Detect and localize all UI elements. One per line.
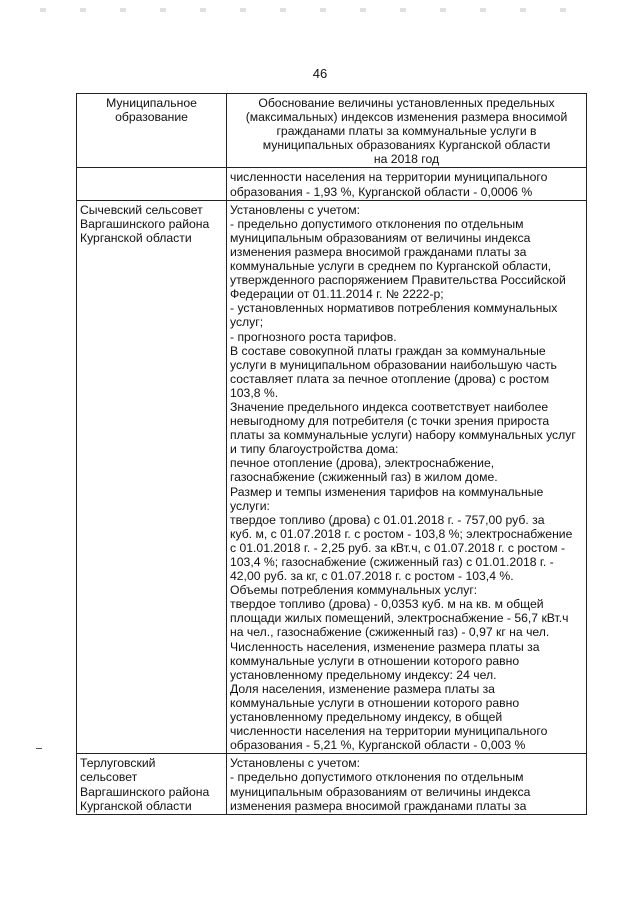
text-line: изменения размера вносимой гражданами платы за	[230, 244, 527, 259]
text-line: 42,00 руб. за кг, с 01.07.2018 г. с ростом - 103,4 %.	[230, 569, 514, 584]
header-justification: Обоснование величины установленных предельных (максимальных) индексов изменения размера вносимой гражданами платы за коммунальные услуги в муниципальных образованиях Курганской области на 2018 год	[227, 94, 587, 168]
text-line: газоснабжение (сжиженный газ) в жилом доме.	[230, 470, 498, 485]
text-line: коммунальные услуги в отношении которого равно	[230, 695, 520, 710]
text-line: услуги:	[230, 498, 270, 513]
text-line: с 01.01.2018 г. - 2,25 руб. за кВт.ч, с 01.07.2018 г. с ростом -	[230, 540, 566, 555]
text-line: твердое топливо (дрова) - 0,0353 куб. м на кв. м общей	[230, 597, 544, 612]
text-line: коммунальные услуги в среднем по Курганской области,	[230, 259, 552, 274]
text-line: услуги в муниципальном образовании наибольшую часть	[230, 357, 557, 372]
continuation-municipality-cell	[77, 168, 227, 200]
text-line: Установлены с учетом:	[230, 756, 360, 771]
text-line: - предельно допустимого отклонения по отдельным	[230, 216, 524, 231]
text-line: платы за коммунальные услуги) набору коммунальных услуг	[230, 428, 576, 443]
text-line: Значение предельного индекса соответствует наиболее	[230, 399, 549, 414]
table-header-row	[77, 94, 587, 168]
text-line: изменения размера вносимой гражданами платы за	[230, 798, 527, 813]
margin-mark	[36, 748, 42, 749]
justification-table	[76, 93, 587, 815]
text-line: Установлены с учетом:	[230, 202, 360, 217]
text-line: на чел., газоснабжение (сжиженный газ) - 0,97 кг на чел.	[230, 625, 550, 640]
text-line: невыгодному для потребителя (с точки зрения прироста	[230, 414, 550, 429]
table-row-terlugovsky	[77, 754, 587, 814]
municipality-name: Сычевский сельсовет Варгашинского района Курганской области	[77, 200, 227, 754]
justification-text	[227, 200, 587, 754]
text-line: установленному предельному индексу, в общей	[230, 710, 503, 725]
text-line: и типу благоустройства дома:	[230, 442, 399, 457]
text-line: площади жилых помещений, электроснабжение - 56,7 кВт.ч	[230, 611, 569, 626]
text-line: Объемы потребления коммунальных услуг:	[230, 583, 478, 598]
text-line: В составе совокупной платы граждан за коммунальные	[230, 343, 546, 358]
text-line: численности населения на территории муниципального	[230, 724, 548, 739]
text-line: установленному предельному индексу: 24 чел.	[230, 667, 497, 682]
text-line: куб. м, с 01.07.2018 г. с ростом - 103,8 %; электроснабжение	[230, 526, 573, 541]
municipality-name: Терлуговский сельсовет Варгашинского района Курганской области	[77, 754, 227, 814]
scan-artifact	[40, 8, 600, 12]
text-line: печное отопление (дрова), электроснабжение,	[230, 456, 495, 471]
page-number: 46	[312, 66, 328, 81]
table-row-sychevsky	[77, 200, 587, 754]
text-line: услуг;	[230, 315, 264, 330]
continuation-text: численности населения на территории муниципального образования - 1,93 %, Курганской области - 0,0006 %	[227, 168, 587, 200]
text-line: 103,4 %; газоснабжение (сжиженный газ) с 01.01.2018 г. -	[230, 555, 554, 569]
text-line: - предельно допустимого отклонения по отдельным	[230, 770, 524, 785]
text-line: муниципальным образованиям от величины индекса	[230, 784, 531, 799]
text-line: Численность населения, изменение размера платы за	[230, 639, 540, 654]
header-municipality: Муниципальное образование	[77, 94, 227, 168]
text-line: Размер и темпы изменения тарифов на коммунальные	[230, 484, 544, 499]
text-line: Доля населения, изменение размера платы за	[230, 681, 495, 696]
text-line: коммунальные услуги в отношении которого равно	[230, 653, 520, 668]
text-line: Федерации от 01.11.2014 г. № 2222-р;	[230, 287, 444, 302]
text-line: составляет плата за печное отопление (дрова) с ростом	[230, 371, 550, 386]
text-line: - прогнозного роста тарифов.	[230, 329, 397, 344]
text-line: муниципальным образованиям от величины индекса	[230, 230, 531, 245]
text-line: утвержденного распоряжением Правительства Российской	[230, 273, 566, 288]
text-line: 103,8 %.	[230, 385, 279, 400]
text-line: твердое топливо (дрова) с 01.01.2018 г. - 757,00 руб. за	[230, 512, 545, 527]
text-line: - установленных нормативов потребления коммунальных	[230, 301, 558, 316]
justification-text	[227, 754, 587, 814]
text-line: образования - 5,21 %, Курганской области - 0,003 %	[230, 738, 526, 753]
continuation-row	[77, 168, 587, 200]
